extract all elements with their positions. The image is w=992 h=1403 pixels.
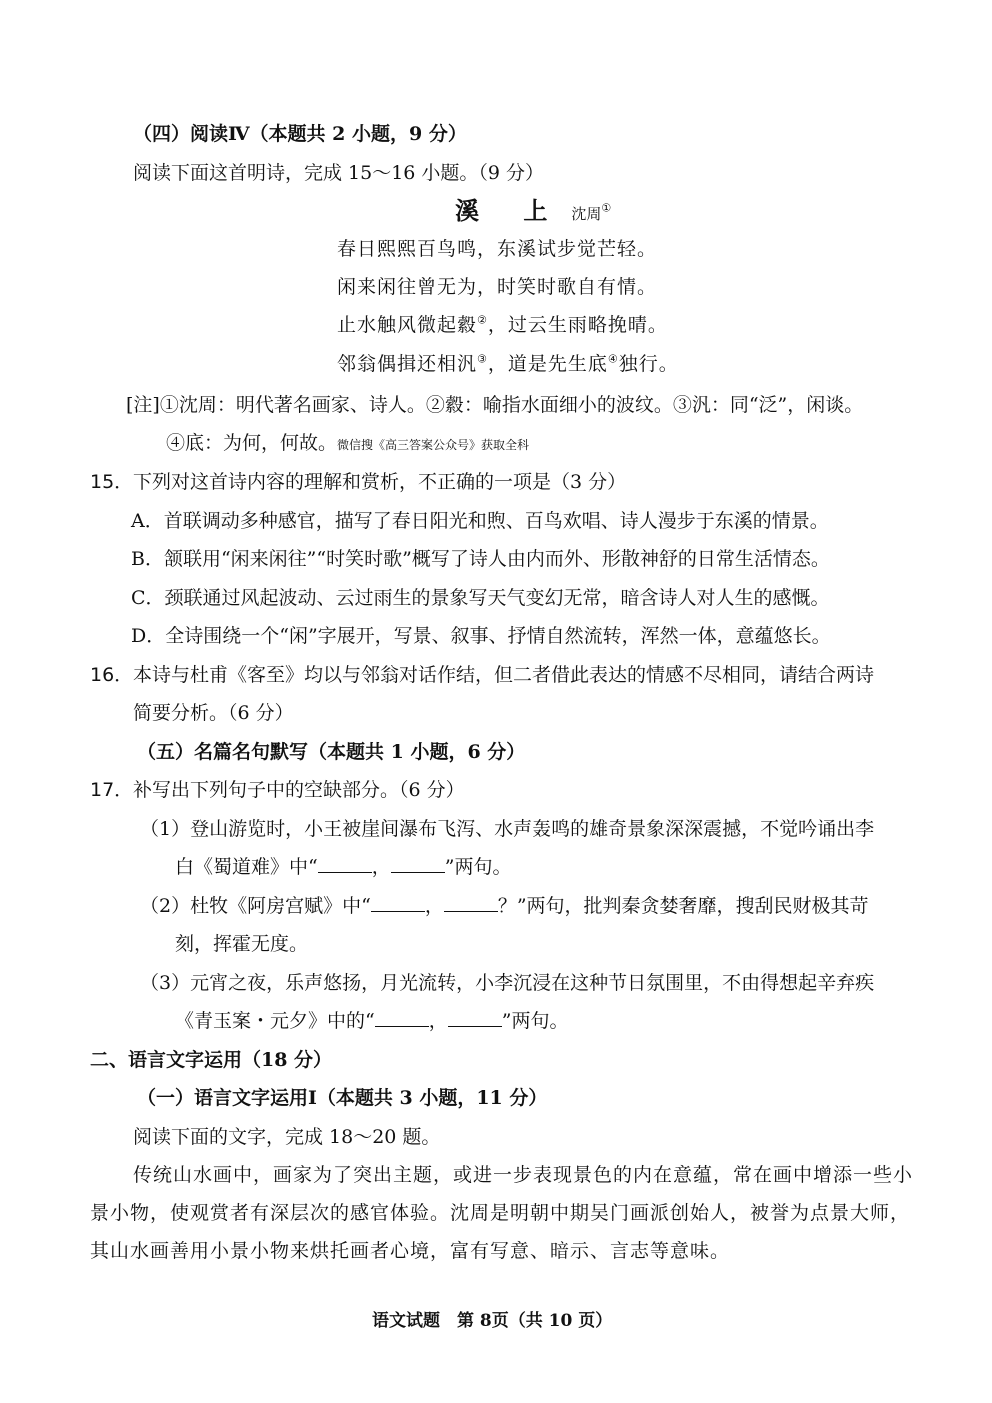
q17-item2-line-1 [140,893,869,919]
q17-item2-blank-1 [371,893,425,912]
poem-note-4: ④底：为何，何故。 [166,432,338,454]
q17-item2-line-2: 刻，挥霍无度。 [175,933,309,955]
part2-intro: 阅读下面的文字，完成 18～20 题。 [133,1126,441,1148]
q17-item3-text-c: ”两句。 [501,1010,569,1032]
poem-mark-3: ③ [477,352,488,366]
q17-item3-line-2 [175,1008,568,1034]
q17-item1-blank-2 [391,854,445,873]
section4-header: （四）阅读Ⅳ（本题共 2 小题，9 分） [133,123,467,145]
q15-option-b: B．颔联用“闲来闲往”“时笑时歌”概写了诗人由内而外、形散神舒的日常生活情态。 [131,548,830,570]
passage-line-3: 其山水画善用小景小物来烘托画者心境，富有写意、暗示、言志等意味。 [90,1240,731,1262]
q17-item3-text-a: 《青玉案・元夕》中的“ [175,1010,375,1032]
q17-item1-text-a: 白《蜀道难》中“ [175,856,318,878]
q17-item3-text-b: ， [428,1010,448,1032]
q17-item3-blank-2 [448,1008,502,1027]
poem-line-4-a: 邻翁偶揖还相汎 [337,353,478,375]
q16-number: 16． [90,664,134,686]
q15-number: 15． [90,471,134,493]
poem-notes-line-2 [166,430,529,458]
q17-item2-blank-2 [444,893,498,912]
passage-line-1: 传统山水画中，画家为了突出主题，或进一步表现景色的内在意蕴，常在画中增添一些小 [133,1164,914,1186]
q16-line-2: 简要分析。（6 分） [133,702,294,724]
q17-item2-text-c: ？”两句，批判秦贪婪奢靡，搜刮民财极其苛 [497,895,869,917]
q17-item2-text-b: ， [424,895,444,917]
q17-stem: 补写出下列句子中的空缺部分。（6 分） [133,779,465,801]
poem-line-3 [337,312,668,338]
section4-intro: 阅读下面这首明诗，完成 15～16 小题。（9 分） [133,162,545,184]
poem-line-4-b: ，道是先生底 [487,353,608,375]
poem-line-4-c: 独行。 [618,353,679,375]
q17-item1-line-2 [175,854,511,880]
q15-option-a: A．首联调动多种感官，描写了春日阳光和煦、百鸟欢唱、诗人漫步于东溪的情景。 [131,510,829,532]
q17-number: 17． [90,779,134,801]
poem-notes-line-1: [注]①沈周：明代著名画家、诗人。②縠：喻指水面细小的波纹。③汎：同“泛”，闲谈。 [126,394,864,416]
q17-item3-line-1: （3）元宵之夜，乐声悠扬，月光流转，小李沉浸在这种节日氛围里，不由得想起辛弃疾 [140,972,875,994]
q17-item1-text-b: ， [371,856,391,878]
poem-author: 沈周 [571,205,602,223]
poem-mark-4: ④ [607,352,619,366]
poem-title: 溪 上 [455,196,566,225]
q17-item1-line-1: （1）登山游览时，小王被崖间瀑布飞泻、水声轰鸣的雄奇景象深深震撼，不觉吟诵出李 [140,818,875,840]
q17-item1-blank-1 [318,854,372,873]
poem-line-2: 闲来闲往曾无为，时笑时歌自有情。 [337,276,658,298]
q17-item2-text-a: （2）杜牧《阿房宫赋》中“ [140,895,371,917]
part2-header: 二、语言文字运用（18 分） [90,1049,333,1071]
poem-line-3-a: 止水触风微起縠 [337,314,478,336]
poem-line-3-b: ，过云生雨略挽晴。 [487,314,668,336]
poem-author-note-mark: ① [601,201,612,215]
q15-option-c: C．颈联通过风起波动、云过雨生的景象写天气变幻无常，暗含诗人对人生的感慨。 [131,587,830,609]
poem-title-block [455,198,611,227]
passage-line-2: 景小物，使观赏者有深层次的感官体验。沈周是明朝中期吴门画派创始人，被誉为点景大师， [90,1202,911,1224]
q17-item1-text-c: ”两句。 [444,856,512,878]
poem-line-4 [337,351,679,377]
q15-stem: 下列对这首诗内容的理解和赏析，不正确的一项是（3 分） [133,471,627,493]
poem-line-1: 春日熙熙百鸟鸣，东溪试步觉芒轻。 [337,238,658,260]
q17-item3-blank-1 [375,1008,429,1027]
section5-header: （五）名篇名句默写（本题共 1 小题，6 分） [137,741,526,763]
watermark-text: 微信搜《高三答案公众号》获取全科 [337,438,530,452]
part2-sub-header: （一）语言文字运用Ⅰ（本题共 3 小题，11 分） [137,1087,548,1109]
q16-line-1: 本诗与杜甫《客至》均以与邻翁对话作结，但二者借此表达的情感不尽相同，请结合两诗 [133,664,875,686]
poem-mark-2: ② [477,313,488,327]
page-footer: 语文试题 第 8页（共 10 页） [372,1311,613,1331]
q15-option-d: D．全诗围绕一个“闲”字展开，写景、叙事、抒情自然流转，浑然一体，意蕴悠长。 [131,625,831,647]
